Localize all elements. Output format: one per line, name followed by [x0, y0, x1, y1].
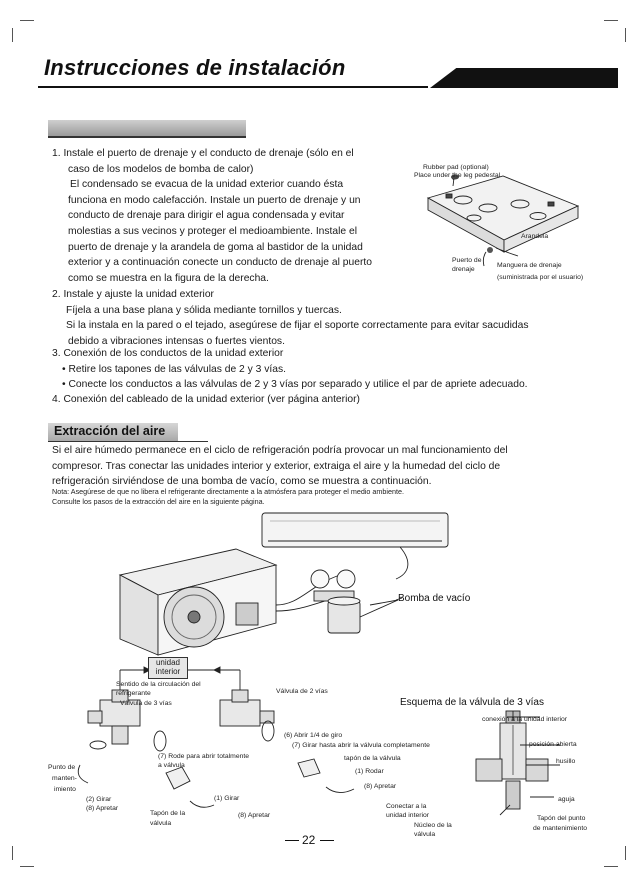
label-three-way-valve: Válvula de 3 vías: [120, 700, 172, 707]
label-step-7-rode: (7) Rode para abrir totalmente: [158, 753, 250, 760]
title-underline: [38, 86, 428, 88]
air-section-title: Extracción del aire: [54, 424, 166, 438]
step-3-line: • Conecte los conductos a las válvulas de 2 y 3 vías por separado y utilice el par de apriete adecuado.: [62, 379, 528, 391]
step-1-line: molestias a sus vecinos y proteger el medioambiente. Instale el: [68, 225, 358, 237]
air-paragraph-line: Si el aire húmedo permanece en el ciclo de refrigeración podría provocar un mal funcionamiento del: [52, 445, 508, 456]
step-3: [52, 346, 528, 393]
vacuum-pump-drawing: [328, 597, 398, 633]
label-open-position: posición abierta: [529, 741, 577, 748]
label-valve-core: válvula: [414, 831, 436, 838]
label-step-2: (2) Girar: [86, 796, 112, 803]
label-vacuum-pump: Bomba de vacío: [398, 593, 471, 604]
label-step-7: (7) Girar hasta abrir la válvula completamente: [292, 742, 430, 749]
label-two-way-valve: Válvula de 2 vías: [276, 688, 328, 695]
page-header: [38, 52, 618, 94]
air-paragraph: [52, 443, 508, 490]
drain-label-rubber-pad: Rubber pad (optional): [423, 164, 489, 171]
step-2-line: debido a vibraciones intensas o fuertes vientos.: [68, 335, 285, 347]
page-title: Instrucciones de instalación: [44, 55, 346, 80]
crop-mark: [12, 846, 13, 860]
crop-mark: [20, 866, 34, 867]
label-needle: aguja: [558, 796, 575, 803]
page-number-left-dash: [285, 840, 299, 841]
drain-label-manguera: Manguera de drenaje: [497, 262, 562, 269]
vacuum-diagram-drawing: [40, 505, 600, 840]
label-service-port: manten-: [52, 775, 77, 782]
step-2-line: Si la instala en la pared o el tejado, asegúrese de fijar el soporte correctamente para evitar sacudidas: [66, 320, 529, 332]
step-1-line: caso de los modelos de bomba de calor): [68, 163, 254, 175]
drain-label-puerto: drenaje: [452, 266, 475, 273]
section-bar: [48, 120, 246, 138]
label-flow-direction: refrigerante: [116, 690, 151, 697]
label-step-8c: (8) Apretar: [238, 812, 271, 819]
crop-mark: [12, 28, 13, 42]
step-2-line: 2. Instale y ajuste la unidad exterior: [52, 289, 214, 300]
valve-schematic-title: Esquema de la válvula de 3 vías: [400, 697, 544, 708]
label-step-1-turn: (1) Girar: [214, 795, 240, 802]
title-black-tab: [430, 68, 618, 88]
label-step-1-roll: (1) Rodar: [355, 768, 384, 775]
air-paragraph-line: compresor. Tras conectar las unidades interior y exterior, extraiga el aire y la humedad del ciclo de: [52, 460, 501, 472]
label-step-8b: (8) Apretar: [86, 805, 119, 812]
page-number-right-dash: [320, 840, 334, 841]
page-number: 22: [302, 833, 316, 847]
crop-mark: [625, 28, 626, 42]
label-connect-indoor: unidad interior: [386, 812, 430, 819]
step-1-line: como se muestra en la figura de la derecha.: [68, 272, 269, 284]
step-1-line: conducto de drenaje para dirigir el agua condensada y evitar: [68, 210, 345, 222]
step-4: 4. Conexión del cableado de la unidad exterior (ver página anterior): [52, 394, 360, 405]
label-spindle: husillo: [556, 758, 576, 765]
step-3-line: • Retire los tapones de las válvulas de 2 y 3 vías.: [62, 363, 286, 375]
air-section-header: [48, 423, 208, 442]
label-service-port: imiento: [54, 786, 76, 793]
label-flow-direction: Sentido de la circulación del: [116, 681, 201, 688]
indoor-unit-label: interior: [155, 667, 181, 676]
step-1-line: exterior y a continuación conecte un conducto de drenaje al puerto: [68, 257, 372, 269]
label-service-cap: de mantenimiento: [533, 825, 588, 832]
step-1-line: 1. Instale el puerto de drenaje y el conducto de drenaje (sólo en el: [52, 148, 354, 159]
label-connect-indoor: Conectar a la: [386, 803, 427, 810]
label-valve-cap-2: válvula: [150, 820, 172, 827]
air-paragraph-line: refrigeración sirviéndose de una bomba de vacío, como se muestra a continuación.: [52, 476, 432, 488]
drain-label-place-under: Place under the leg pedestal: [414, 172, 501, 179]
step-1-line: funciona en modo calefacción. Instale un puerto de drenaje y un: [68, 194, 361, 206]
crop-mark: [604, 20, 618, 21]
step-1-line: El condensado se evacua de la unidad exterior cuando ésta: [70, 179, 344, 191]
three-way-valve-drawing: [88, 690, 140, 749]
label-step-6: (6) Abrir 1/4 de giro: [284, 732, 343, 739]
drain-port-icon: [487, 247, 493, 253]
step-2: [52, 287, 529, 349]
drain-label-arandela: Arandela: [521, 233, 549, 240]
air-note: Nota: Asegúrese de que no libera el refrigerante directamente a la atmósfera para proteger el medio ambiente.: [52, 487, 404, 496]
step-1-line: puerto de drenaje y la arandela de goma al bastidor de la unidad: [68, 241, 363, 253]
crop-mark: [625, 846, 626, 860]
indoor-unit-box: [148, 657, 188, 679]
outdoor-unit-drawing: [120, 549, 276, 655]
three-way-valve-schematic: [476, 711, 548, 809]
label-valve-cap: tapón de la válvula: [344, 755, 401, 762]
indoor-unit-label: unidad: [155, 658, 181, 667]
air-note: Consulte los pasos de la extracción del aire en la siguiente página.: [52, 497, 265, 506]
drain-label-puerto: Puerto de: [452, 257, 482, 264]
label-indoor-connection: conexión a la unidad interior: [482, 716, 568, 723]
label-step-7-rode: a válvula: [158, 762, 185, 769]
indoor-unit-drawing: [262, 513, 448, 547]
step-3-line: 3. Conexión de los conductos de la unidad exterior: [52, 348, 284, 359]
label-valve-core: Núcleo de la: [414, 822, 452, 829]
label-service-port: Punto de: [48, 764, 76, 771]
label-service-cap: Tapón del punto: [537, 815, 586, 822]
crop-mark: [604, 866, 618, 867]
drain-label-manguera: (suministrada por el usuario): [497, 274, 584, 281]
two-way-valve-drawing: [220, 690, 274, 726]
step-1: [52, 146, 372, 286]
label-valve-cap-2: Tapón de la: [150, 810, 186, 817]
step-2-line: Fíjela a una base plana y sólida mediante tornillos y tuercas.: [66, 304, 342, 316]
vacuum-diagram: [40, 505, 600, 840]
crop-mark: [20, 20, 34, 21]
label-step-8: (8) Apretar: [364, 783, 397, 790]
